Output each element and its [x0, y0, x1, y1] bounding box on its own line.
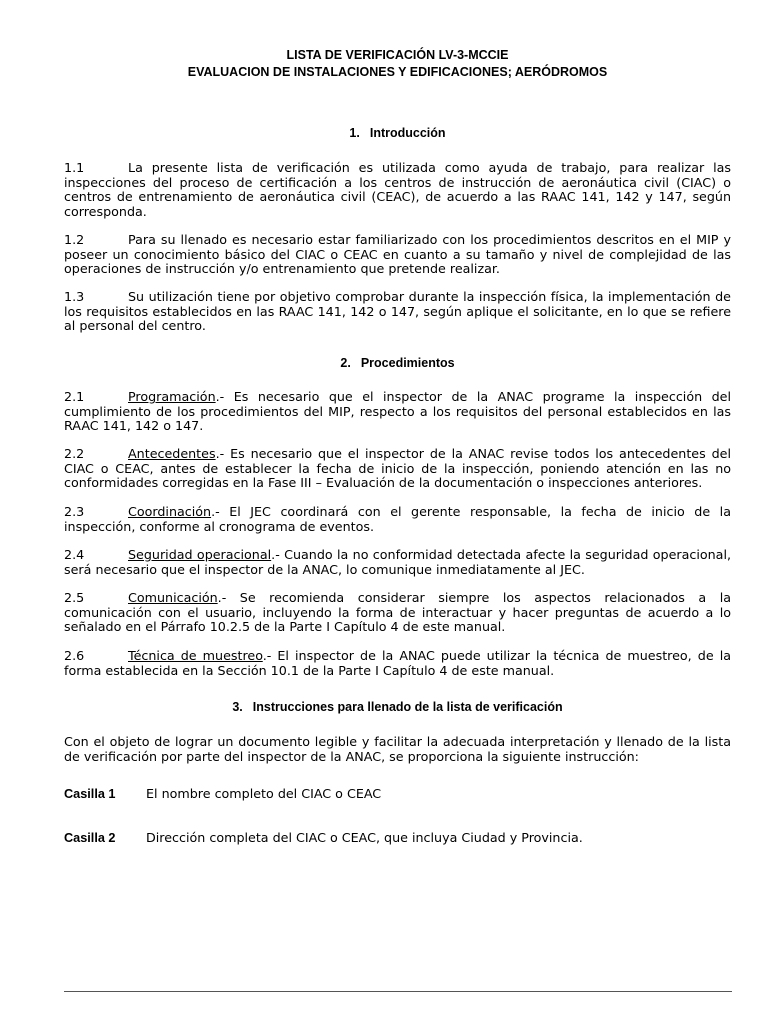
paragraph-number: 1.2	[64, 232, 85, 247]
paragraph-number: 2.2	[64, 446, 85, 461]
section-title: Procedimientos	[360, 356, 455, 370]
paragraph-text: .- El JEC coordinará con el gerente responsable, la fecha de inicio de la inspección, conforme al cronograma de eventos.	[64, 504, 731, 534]
section-title: Introducción	[369, 126, 446, 140]
paragraph-1-1	[64, 161, 731, 219]
paragraph-2-3	[64, 505, 731, 534]
paragraph-term: Antecedentes	[128, 446, 216, 461]
paragraph-2-2	[64, 447, 731, 491]
casilla-text: Dirección completa del CIAC o CEAC, que incluya Ciudad y Provincia.	[146, 830, 583, 845]
footer-rule	[64, 991, 732, 992]
paragraph-number: 2.1	[64, 389, 85, 404]
paragraph-term: Seguridad operacional	[128, 547, 272, 562]
document-title-line-2: EVALUACION DE INSTALACIONES Y EDIFICACIONES; AERÓDROMOS	[187, 65, 608, 79]
paragraph-number: 1.3	[64, 289, 85, 304]
casilla-text: El nombre completo del CIAC o CEAC	[146, 786, 382, 801]
section-heading-procedimientos	[64, 355, 731, 372]
paragraph-text: La presente lista de verificación es utilizada como ayuda de trabajo, para realizar las inspecciones del proceso de certificación a los centros de instrucción de aeronáutica civil (CIAC) o centros de entrenamiento de aeronáutica civil (CEAC), de acuerdo a las RAAC 141, 142 y 147, según corresponda.	[64, 160, 731, 219]
paragraph-1-2	[64, 233, 731, 277]
casilla-label: Casilla 1	[64, 787, 116, 801]
paragraph-2-5	[64, 591, 731, 635]
document-title-line-1: LISTA DE VERIFICACIÓN LV-3-MCCIE	[286, 48, 509, 62]
section-title: Instrucciones para llenado de la lista de verificación	[252, 700, 563, 714]
paragraph-term: Técnica de muestreo	[128, 648, 263, 663]
paragraph-2-4	[64, 548, 731, 577]
paragraph-text: .- El inspector de la ANAC puede utilizar la técnica de muestreo, de la forma establecida en la Sección 10.1 de la Parte I Capítulo 4 de este manual.	[64, 648, 731, 678]
document-page	[64, 0, 731, 1024]
paragraph-text: .- Es necesario que el inspector de la ANAC programe la inspección del cumplimiento de los procedimientos del MIP, respecto a los requisitos del personal establecidos en las RAAC 141, 142 o 147.	[64, 389, 731, 434]
paragraph-term: Programación	[128, 389, 216, 404]
paragraph-text: Su utilización tiene por objetivo comprobar durante la inspección física, la implementación de los requisitos establecidos en las RAAC 141, 142 o 147, según aplique el solicitante, en lo que se refiere al personal del centro.	[64, 289, 731, 334]
paragraph-term: Comunicación	[128, 590, 218, 605]
section-number: 2.	[340, 356, 351, 370]
paragraph-2-6	[64, 649, 731, 678]
paragraph-text: .- Es necesario que el inspector de la ANAC revise todos los antecedentes del CIAC o CEAC, antes de establecer la fecha de inicio de la inspección, poniendo atención en las no conformidades corregidas en la Fase III – Evaluación de la documentación o inspecciones anteriores.	[64, 446, 731, 491]
section-number: 3.	[232, 700, 243, 714]
paragraph-text: .- Se recomienda considerar siempre los aspectos relacionados a la comunicación con el usuario, incluyendo la forma de interactuar y hacer preguntas de acuerdo a lo señalado en el Párrafo 10.2.5 de la Parte I Capítulo 4 de este manual.	[64, 590, 731, 635]
section-heading-introduccion	[64, 125, 731, 142]
paragraph-text: Para su llenado es necesario estar familiarizado con los procedimientos descritos en el MIP y poseer un conocimiento básico del CIAC o CEAC en cuanto a su tamaño y nivel de complejidad de las operaciones de instrucción y/o entrenamiento que pretende realizar.	[64, 232, 731, 277]
casilla-2-row	[64, 830, 731, 846]
paragraph-number: 2.6	[64, 648, 85, 663]
paragraph-number: 2.3	[64, 504, 85, 519]
paragraph-term: Coordinación	[128, 504, 212, 519]
paragraph-number: 1.1	[64, 160, 85, 175]
paragraph-number: 2.5	[64, 590, 85, 605]
section-number: 1.	[349, 126, 360, 140]
paragraph-2-1	[64, 390, 731, 434]
section-heading-instrucciones	[64, 699, 731, 716]
paragraph-number: 2.4	[64, 547, 85, 562]
paragraph-1-3	[64, 290, 731, 334]
casilla-1-row	[64, 786, 731, 802]
paragraph-instructions-intro: Con el objeto de lograr un documento legible y facilitar la adecuada interpretación y llenado de la lista de verificación por parte del inspector de la ANAC, se proporciona la siguiente instrucción:	[64, 734, 731, 764]
casilla-label: Casilla 2	[64, 831, 116, 845]
paragraph-text: .- Cuando la no conformidad detectada afecte la seguridad operacional, será necesario que el inspector de la ANAC, lo comunique inmediatamente al JEC.	[64, 547, 732, 577]
